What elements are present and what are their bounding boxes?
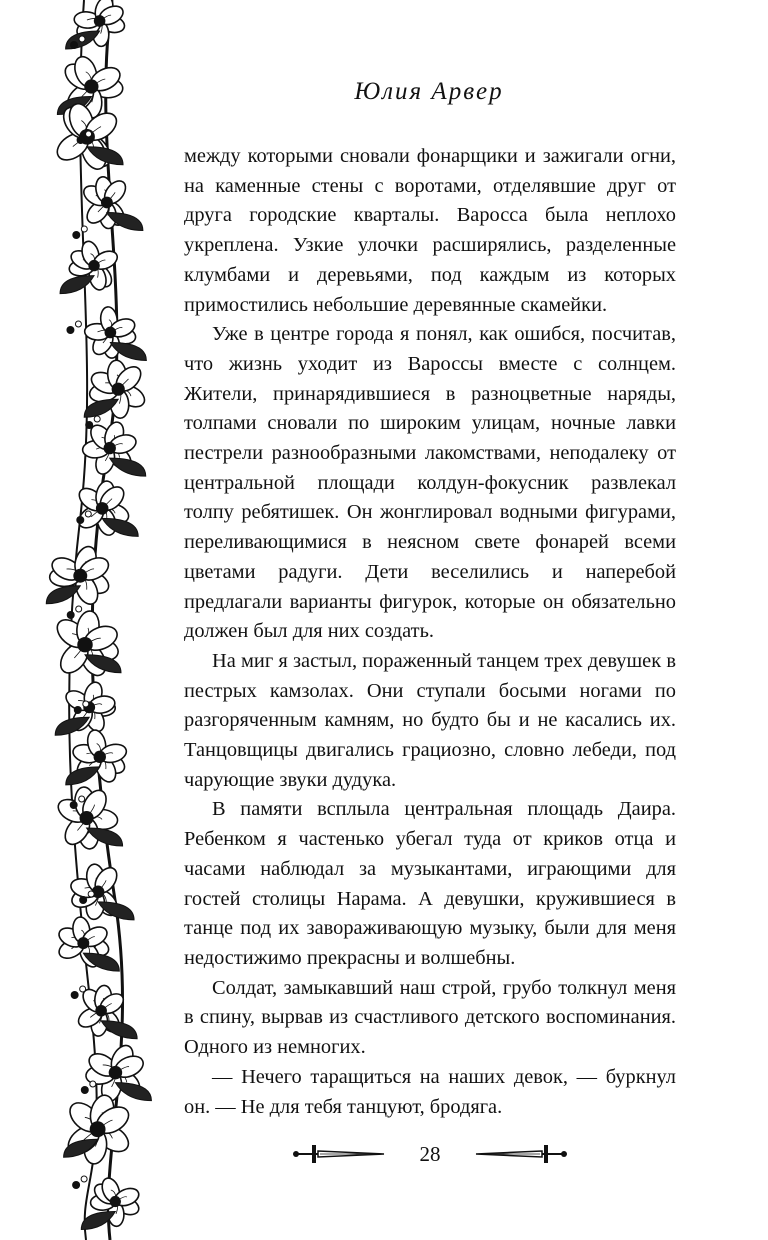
running-header (184, 78, 674, 106)
paragraph: Уже в центре города я понял, как ошибся, посчитав, что жизнь уходит из Вароссы вместе с солнцем. Жители, принарядившиеся в разноцветные наряды, толпами сновали по широким улицам, ночные лавки пестрели разнообразными лакомствами, неподалеку от центральной площади колдун-фокусник развлекал толпу ребятишек. Он жонглировал водными фигурами, переливающимися в неясном свете фонарей всеми цветами радуги. Дети веселились и наперебой предлагали варианты фигурок, которые он обязательно должен был для них создать. (184, 323, 676, 643)
paragraph: На миг я застыл, пораженный танцем трех девушек в пестрых камзолах. Они ступали босыми ногами по разгоряченным камням, но будто бы и не касались их. Танцовщицы двигались грациозно, словно лебеди, под чарующие звуки дудука. (184, 649, 676, 791)
paragraph: В памяти всплыла центральная площадь Даира. Ребенком я частенько убегал туда от криков отца и часами наблюдал за музыкантами, играющими для гостей столицы Нарама. А девушки, кружившиеся в танце под их завораживающую музыку, были для меня недостижимо прекрасны и волшебны. (184, 798, 676, 969)
page-number: 28 (419, 1141, 441, 1166)
dagger-right-icon (470, 1142, 570, 1166)
paragraph: Солдат, замыкавший наш строй, грубо толкнул меня в спину, вырвав из счастливого детского воспоминания. Одного из немногих. (184, 976, 676, 1059)
paragraph: между которыми сновали фонарщики и зажигали огни, на каменные стены с воротами, отделявшие друг от друга городские кварталы. Варосса была неплохо укреплена. Узкие улочки расширялись, разделенные клумбами и деревьями, под каждым из которых примостились небольшие деревянные скамейки. (184, 145, 676, 316)
paragraph: — Нечего таращиться на наших девок, — буркнул он. — Не для тебя танцуют, бродяга. (184, 1065, 676, 1118)
page-footer (290, 1138, 570, 1170)
dagger-left-icon (290, 1142, 390, 1166)
author-name: Юлия Арвер (354, 78, 504, 105)
page-body (184, 142, 676, 1122)
floral-border-icon (0, 0, 168, 1240)
